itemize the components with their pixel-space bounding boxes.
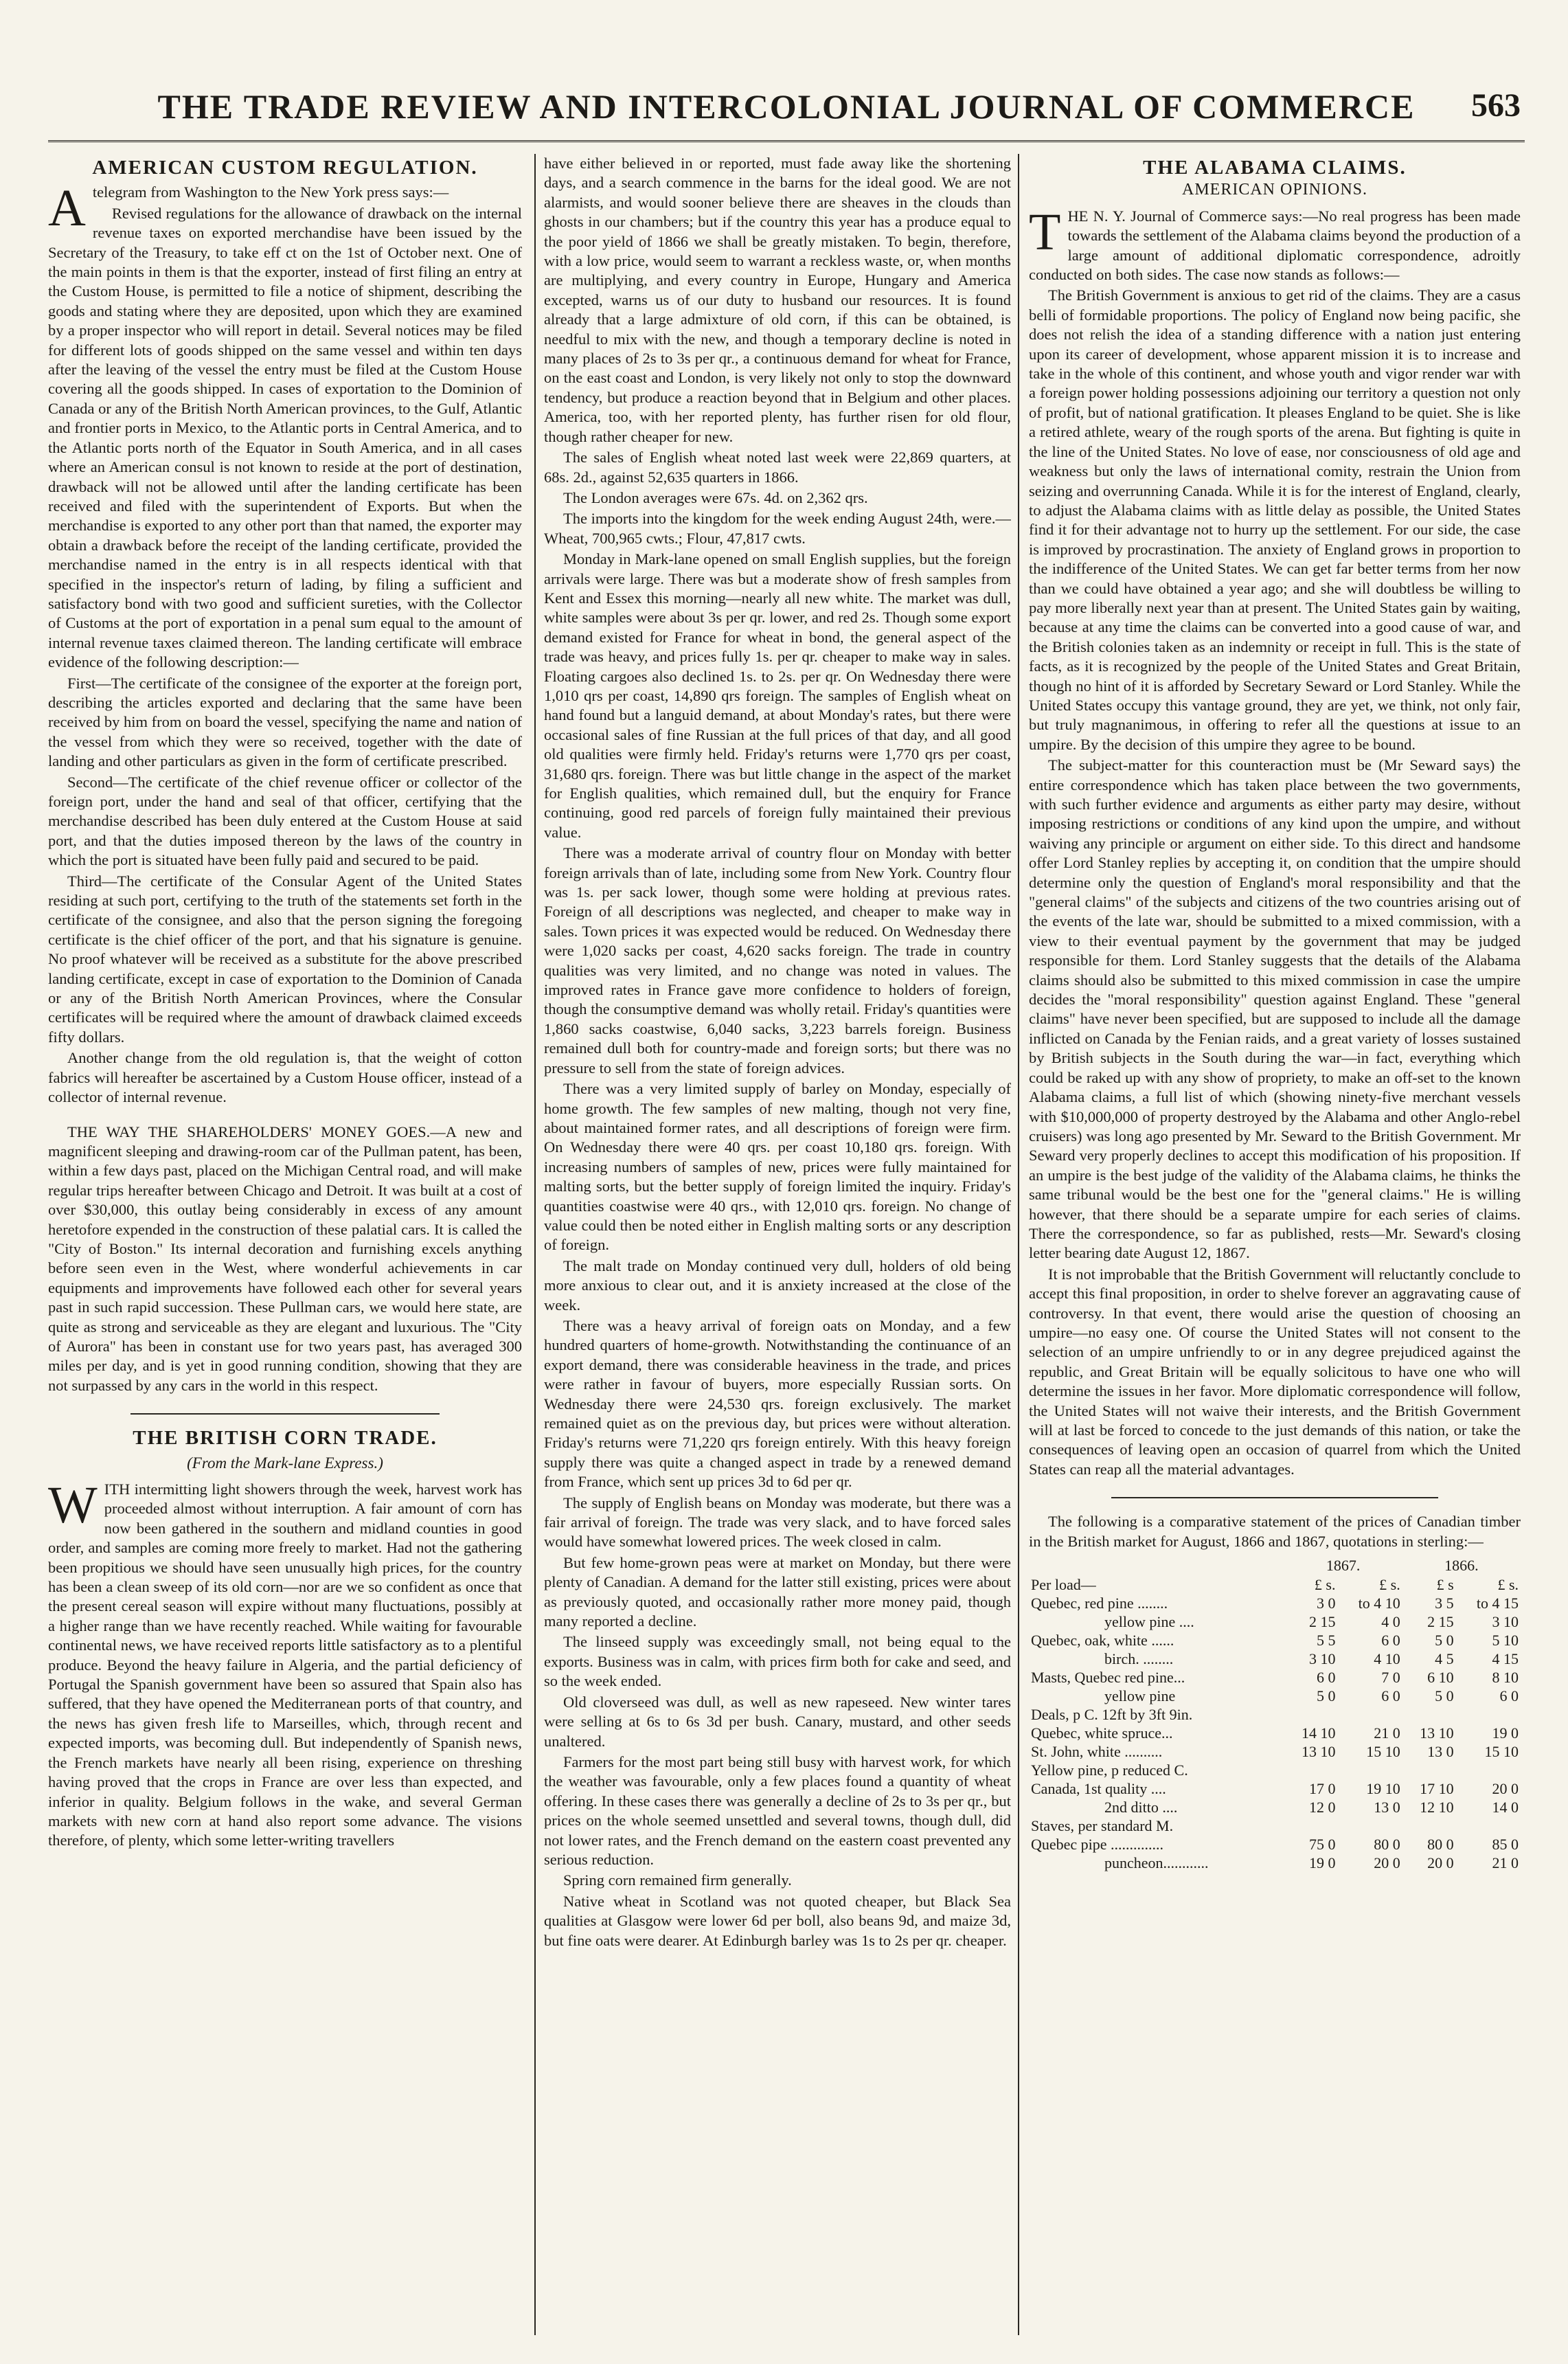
table-cell: 85 0 — [1492, 1836, 1519, 1854]
table-unit-row — [1029, 1575, 1521, 1594]
table-cell: 20 0 — [1492, 1780, 1519, 1798]
table-row — [1029, 1835, 1521, 1854]
table-cell: 80 0 — [1427, 1836, 1454, 1854]
table-cell: Quebec, oak, white ...... — [1031, 1632, 1174, 1650]
corn-paragraph: The sales of English wheat noted last week were 22,869 quarters, at 68s. 2d., against 52,635 quarters in 1866. — [544, 449, 1011, 486]
alabama-dropcap: T — [1029, 203, 1061, 261]
table-cell: Quebec, red pine ........ — [1031, 1595, 1168, 1612]
table-cell: 4 10 — [1374, 1650, 1400, 1668]
table-cell: 6 0 — [1499, 1687, 1519, 1705]
year-header-1866: 1866. — [1444, 1557, 1479, 1575]
table-cell — [1456, 1761, 1521, 1779]
table-cell: 2 15 — [1308, 1613, 1336, 1631]
corn-paragraph: The malt trade on Monday continued very dull, holders of old being more anxious to clear out, and it is anxiety increased at the close of the week. — [544, 1257, 1011, 1314]
table-cell — [1402, 1705, 1456, 1724]
table-cell: 4 5 — [1435, 1650, 1454, 1668]
table-cell: birch. ........ — [1104, 1650, 1174, 1668]
customs-dropcap: A — [48, 179, 86, 238]
corn-paragraph: But few home-grown peas were at market on Monday, but there were plenty of Canadian. A demand for the latter still existing, prices were about as previously quoted, and occasionally rather more money paid, though many reported a decline. — [544, 1553, 1011, 1630]
table-row — [1029, 1761, 1521, 1779]
table-cell: 12 10 — [1420, 1799, 1454, 1816]
table-header-row — [1029, 1555, 1521, 1575]
corn-paragraph: The London averages were 67s. 4d. on 2,362 qrs. — [563, 488, 868, 506]
table-cell: yellow pine .... — [1104, 1613, 1194, 1631]
table-cell — [1456, 1705, 1521, 1724]
corn-paragraph: Farmers for the most part being still busy with harvest work, for which the weather was favourable, only a few places found a quantity of wheat offering. In these cases there was generally a decline of 2s to 3s per qr., but prices on the whole seemed unsettled and several towns, though dull, did not lower rates, and the French demand on the eastern coast prevented any serious reduction. — [544, 1753, 1011, 1868]
corn-paragraph: There was a heavy arrival of foreign oats on Monday, and a few hundred quarters of home-growth. Notwithstanding the continuance of an export demand, there was considerable heaviness in the trade, and prices were rather in favour of buyers, more especially Russian sorts. On Wednesday there were 24,530 qrs. foreign exclusively. The market remained quiet as on the previous day, but prices were without alteration. Friday's returns were 71,220 qrs foreign entirely. With this heavy foreign supply there was quite a changed aspect in trade by a renewed demand from France, which sent up prices 3d to 6d per qr. — [544, 1316, 1011, 1491]
corn-source: (From the Mark-lane Express.) — [187, 1454, 383, 1472]
table-cell: yellow pine — [1104, 1687, 1176, 1705]
table-cell: 21 0 — [1492, 1854, 1519, 1872]
table-cell: £ s. — [1497, 1576, 1519, 1594]
section-divider — [130, 1413, 440, 1415]
table-cell: 8 10 — [1492, 1669, 1519, 1687]
table-cell: 13 10 — [1301, 1743, 1336, 1761]
table-cell: 20 0 — [1427, 1854, 1454, 1872]
alabama-paragraph: The British Government is anxious to get rid of the claims. They are a casus belli of formidable proportions. The policy of England now being pacific, she does not relish the idea of a standing difference with a nation just entering upon its career of development, whose apparent mission it is to increase and take in the whole of this continent, and whose youth and vigor render war with a foreign power holding possessions adjoining our territory a question not only of profit, but of national gratification. It pleases England to be quiet. She is like a retired athlete, weary of the rough sports of the arena. But fighting is quite in the line of the United States. No love of ease, nor consciousness of old age and weakness but only the laws of international comity, restrain the Union from seizing and overrunning Canada. While it is for the interest of England, clearly, to adjust the Alabama claims with as little delay as possible, the United States find it for their advantage not to hurry up the settlement. For our side, the case is improved by procrastination. The anxiety of England grows in proportion to the indifference of the United States. We can get far better terms from her now than we could have obtained a year ago; and she will doubtless be willing to pay more liberally next year than at present. The United States gain by waiting, because at any time the claims can be converted into a good cause of war, and the British colonies taken as an indemnity or receipt in full. This is the state of facts, as it is recognized by the people of the United States and Great Britain, though no hint of it is afforded by Secretary Seward or Lord Stanley. While the United States occupy this vantage ground, they are yet, we think, not only fair, but truly magnanimous, in offering to refer all the questions at issue to an umpire. By the decision of this umpire they agree to be bound. — [1029, 286, 1521, 753]
corn-dropcap: W — [48, 1476, 98, 1534]
table-cell — [1337, 1705, 1402, 1724]
table-cell: Quebec pipe .............. — [1031, 1836, 1164, 1854]
corn-heading: THE BRITISH CORN TRADE. — [133, 1427, 438, 1450]
table-row — [1029, 1816, 1521, 1835]
table-cell: 80 0 — [1374, 1836, 1400, 1854]
corn-paragraph: There was a very limited supply of barley on Monday, especially of home growth. The few samples of new malting, though not very fine, about maintained former rates, and all descriptions of foreign were firm. On Wednesday there were 40 qrs. per coast 10,180 qrs. foreign. With increasing numbers of samples of new, prices were fully maintained for malting sorts, but the better supply of foreign limited the inquiry. Friday's quantities coastwise were 40 qrs., with 12,010 qrs. foreign. No change of value could then be noted either in English malting sorts or any description of foreign. — [544, 1080, 1011, 1254]
table-cell: puncheon............ — [1104, 1854, 1209, 1872]
table-cell: £ s. — [1379, 1576, 1400, 1594]
table-cell: 21 0 — [1374, 1724, 1400, 1742]
table-cell: 5 10 — [1492, 1632, 1519, 1650]
table-cell: 6 0 — [1316, 1669, 1336, 1687]
table-cell: 6 0 — [1381, 1632, 1400, 1650]
page-number: 563 — [1471, 87, 1521, 124]
pullman-paragraph: THE WAY THE SHAREHOLDERS' MONEY GOES.—A new and magnificent sleeping and drawing-room car of the Pullman patent, has been, within a few days past, placed on the Michigan Central road, and will make regular trips hereafter between Chicago and Detroit. It was built at a cost of over $30,000, this outlay being considerably in excess of any amount heretofore expended in the construction of these palatial cars. It is called the "City of Boston." Its internal decoration and furnishing excels anything before seen even in the West, where wonderful achievements in car equipments and improvements have followed each other for several years past in such rapid succession. These Pullman cars, we would here state, are quite as strong and serviceable as they are elegant and luxurious. The "City of Aurora" has been in constant use for two years past, has averaged 300 miles per day, and is yet in good running condition, showing that they are not surpassed by any cars in the world in this respect. — [48, 1123, 522, 1394]
timber-table-body — [1029, 1594, 1521, 1872]
table-row — [1029, 1705, 1521, 1724]
table-cell: 14 10 — [1301, 1724, 1336, 1742]
corn-paragraph: The imports into the kingdom for the week ending August 24th, were.—Wheat, 700,965 cwts.; Flour, 47,817 cwts. — [544, 510, 1011, 547]
table-cell: 17 10 — [1420, 1780, 1454, 1798]
table-row — [1029, 1687, 1521, 1705]
customs-lead-text: telegram from Washington to the New York press says:— — [92, 183, 449, 201]
corn-paragraph: The supply of English beans on Monday was moderate, but there was a fair arrival of foreign. The trade was very slack, and to have forced sales would have somewhat lowered prices. The week closed in calm. — [544, 1494, 1011, 1551]
section-divider — [1111, 1497, 1438, 1498]
corn-lead-text: ITH intermitting light showers through the week, harvest work has proceeded almost without interruption. — [104, 1481, 522, 1518]
table-cell: £ s. — [1314, 1576, 1336, 1594]
table-cell — [1284, 1816, 1338, 1835]
table-cell: 15 10 — [1366, 1743, 1400, 1761]
table-row — [1029, 1650, 1521, 1668]
table-row — [1029, 1631, 1521, 1650]
customs-paragraph: Another change from the old regulation is, that the weight of cotton fabrics will hereafter be ascertained by a Custom House officer, instead of a collector of internal revenue. — [48, 1049, 522, 1106]
table-cell: 5 5 — [1316, 1632, 1336, 1650]
table-cell: 5 0 — [1435, 1632, 1454, 1650]
table-cell: 19 0 — [1492, 1724, 1519, 1742]
table-cell: 75 0 — [1308, 1836, 1336, 1854]
customs-paragraph: Third—The certificate of the Consular Agent of the United States residing at such port, certifying to the truth of the statements set forth in the certificate of the consignee, and also that the person signing the foregoing certificate is the chief officer of the port, and that his signature is genuine. No proof whatever will be received as a substitute for the above prescribed landing certificate, except in case of exportation to the Dominion of Canada or any of the British North American Provinces, where the Consular certificates will be required where the amount of drawback claimed exceeds fifty dollars. — [48, 872, 522, 1046]
table-cell: 12 0 — [1308, 1799, 1336, 1816]
customs-paragraph: Revised regulations for the allowance of drawback on the internal revenue taxes on exported merchandise have been issued by the Secretary of the Treasury, to take eff ct on the 1st of October next. One of the main points in them is that the exporter, instead of first filing an entry at the Custom House, is permitted to file a notice of shipment, describing the goods and stating where they are deposited, upon which they are examined by a proper inspector who will report in detail. Several notices may be filed for different lots of goods shipped on the same vessel and within ten days after the leaving of the vessel the entry must be filed at the Custom House covering all the goods shipped. In cases of exportation to the Dominion of Canada or any of the British North American provinces, to the Gulf, Atlantic and frontier ports in Mexico, to the Atlantic ports in Central America, and to the Atlantic ports north of the Equator in South America, and in all cases where an American consul is not known to reside at the port of destination, drawback will not be allowed until after the landing certificate has been received and filed with the superintendent of Exports. But when the merchandise is exported to any other port than that named, the exporter may obtain a drawback before the receipt of the landing certificate, provided the merchandise named in the entry is in all respects identical with that specified in the inspector's return of lading, by filing a sufficient and satisfactory bond with two good and sufficient sureties, with the Collector of Customs at the port of exportation in a penal sum equal to the amount of internal revenue taxes claimed thereon. The landing certificate will embrace evidence of the following description:— — [48, 204, 522, 671]
table-cell: 19 0 — [1308, 1854, 1336, 1872]
corn-paragraph: The linseed supply was exceedingly small, not being equal to the exports. Business was in calm, with prices firm both for cake and seed, and so the week ended. — [544, 1633, 1011, 1690]
table-cell: St. John, white .......... — [1031, 1743, 1163, 1761]
table-cell: 2 15 — [1427, 1613, 1454, 1631]
table-row — [1029, 1798, 1521, 1816]
table-row — [1029, 1724, 1521, 1742]
corn-paragraph: have either believed in or reported, must fade away like the shortening days, and a search commence in the barns for the ideal good. We are not alarmists, and would sooner believe there are sheaves in the clouds than ghosts in our chambers; but if the country this year has a produce equal to the poor yield of 1866 we shall be greatly mistaken. To begin, therefore, with a low price, would seem to warrant a reckless waste, or, when months are multiplying, and every country in Europe, Hungary and America excepted, warns us of our duty to husband our resources. It is found already that a large admixture of old corn, if this can be obtained, is needful to mix with the new, and though a temporary decline is noted in many places of 2s to 3s per qr., a continuous demand for wheat for France, on the east coast and London, is very likely not only to stop the downward tendency, but produce a reaction beyond that in Belgium and other places. America, too, with her reported plenty, has further risen for old flour, though rather cheaper for new. — [544, 155, 1011, 445]
table-cell: 7 0 — [1381, 1669, 1400, 1687]
table-cell: 17 0 — [1308, 1780, 1336, 1798]
table-cell: 3 5 — [1435, 1595, 1454, 1612]
column-2 — [534, 154, 1011, 2335]
corn-paragraph: There was a moderate arrival of country flour on Monday with better foreign arrivals than of late, including some from New York. Country flour was 1s. per sack lower, though some were holding at previous rates. Foreign of all descriptions was neglected, and cheaper to make way in sales. Town prices it was expected would be reduced. On Wednesday there were 1,020 sacks per coast, 4,620 sacks foreign. The trade in country qualities was very limited, and no change was noted in values. The improved rates in France gave more confidence to holders of foreign, though the consumptive demand was wholly retail. Friday's quantities were 1,860 sacks coastwise, 6,040 sacks, 3,223 barrels foreign. Business remained dull both for country-made and foreign sorts; but there was no pressure to sell from the state of foreign advices. — [544, 844, 1011, 1077]
table-cell: Yellow pine, p reduced C. — [1031, 1761, 1188, 1779]
corn-paragraph: Spring corn remained firm generally. — [563, 1871, 792, 1889]
alabama-paragraph: It is not improbable that the British Government will reluctantly conclude to accept this final proposition, in order to shelve forever an aggravating cause of controversy. In that event, there would arise the question of choosing an umpire—no easy one. Of course the United States will not consent to the selection of an umpire unfriendly to or in any degree prejudiced against the republic, and Great Britain will be equally solicitous to have one who will determine the issues in her favor. More diplomatic correspondence will follow, the United States will not waive their interests, and the British Government will at last be forced to concede to the just demands of this nation, or take the consequences of leaving open an occasion of quarrel from which the United States can reap all the material advantages. — [1029, 1265, 1521, 1478]
table-cell: 13 0 — [1427, 1743, 1454, 1761]
table-cell: to 4 15 — [1476, 1595, 1519, 1612]
masthead — [48, 81, 1525, 142]
table-cell: 3 10 — [1308, 1650, 1336, 1668]
table-row — [1029, 1668, 1521, 1687]
table-cell: Per load— — [1031, 1576, 1096, 1594]
table-row — [1029, 1779, 1521, 1798]
table-cell: 6 10 — [1427, 1669, 1454, 1687]
table-cell: Masts, Quebec red pine... — [1031, 1669, 1185, 1687]
table-cell: 4 0 — [1381, 1613, 1400, 1631]
table-cell: 2nd ditto .... — [1104, 1799, 1178, 1816]
table-cell: 5 0 — [1316, 1687, 1336, 1705]
table-cell — [1456, 1816, 1521, 1835]
alabama-heading: THE ALABAMA CLAIMS. — [1143, 157, 1407, 179]
table-cell: Canada, 1st quality .... — [1031, 1780, 1166, 1798]
table-cell: 13 0 — [1374, 1799, 1400, 1816]
table-row — [1029, 1854, 1521, 1872]
table-row — [1029, 1742, 1521, 1761]
table-cell: to 4 10 — [1358, 1595, 1400, 1612]
customs-lead — [48, 179, 522, 238]
alabama-lead-text: HE N. Y. Journal of Commerce says:—No real progress has been made towards the settlement of the Alabama claims beyond the production of a large amount of additional diplomatic correspondence, adroitly conducted on both sides. The case now stands as follows:— — [1029, 207, 1521, 284]
table-cell — [1402, 1761, 1456, 1779]
table-cell — [1284, 1705, 1338, 1724]
table-cell — [1337, 1761, 1402, 1779]
table-cell: Staves, per standard M. — [1031, 1817, 1174, 1835]
timber-intro: The following is a comparative statement of the prices of Canadian timber in the British market for August, 1866 and 1867, quotations in sterling:— — [1029, 1513, 1521, 1550]
table-cell: 15 10 — [1484, 1743, 1519, 1761]
table-cell: Deals, p C. 12ft by 3ft 9in. — [1031, 1706, 1193, 1724]
table-cell: 4 15 — [1492, 1650, 1519, 1668]
table-cell — [1337, 1816, 1402, 1835]
table-row — [1029, 1594, 1521, 1612]
year-header-1867: 1867. — [1326, 1557, 1361, 1575]
timber-price-table — [1029, 1555, 1521, 1872]
table-row — [1029, 1612, 1521, 1631]
table-cell — [1284, 1761, 1338, 1779]
alabama-lead — [1029, 203, 1521, 285]
table-cell: 13 10 — [1420, 1724, 1454, 1742]
table-cell: Quebec, white spruce... — [1031, 1724, 1173, 1742]
table-cell: 3 0 — [1316, 1595, 1336, 1612]
alabama-paragraph: The subject-matter for this counteraction must be (Mr Seward says) the entire correspondence which has taken place between the two governments, with such further evidence and arguments as either party may desire, without imposing restrictions or conditions of any kind upon the umpire, and without waiving any principle or argument on either side. To this direct and handsome offer Lord Stanley replies by accepting it, on condition that the umpire should determine only the question of England's moral responsibility and that the "general claims" of the subjects and citizens of the two countries arising out of the events of the late war, should be submitted to a mixed commission, with a view to their eventual payment by the government that may be judged responsible for them. Lord Stanley suggests that the details of the Alabama claims should also be submitted to this mixed commission in case the umpire decides the "moral responsibility" question against England. These "general claims" have never been specified, but are supposed to include all the damage inflicted on Canada by the Fenian raids, and a great variety of losses sustained by British subjects in the South during the war—in fact, everything which could be raked up with any show of propriety, to make an off-set to the known Alabama claims, a full list of which (showing ninety-five merchant vessels with $10,000,000 of property destroyed by the Alabama and other Anglo-rebel cruisers) was long ago presented by Mr. Seward to the British Government. Mr Seward very properly declines to accept this modification of his proposition. If an umpire is the best judge of the validity of the Alabama claims, he thinks the same tribunal would be the best one for the "general claims." He is willing however, that there should be a separate umpire for each series of claims. There the correspondence, so far as published, rests—Mr. Seward's closing letter bearing date August 12, 1867. — [1029, 756, 1521, 1262]
customs-paragraph: First—The certificate of the consignee of the exporter at the foreign port, describing the articles exported and declaring that the same have been received by him from on board the vessel, specifying the name and nation of the vessel from which they were so received, together with the date of landing and other particulars as given in the form of certificate prescribed. — [48, 674, 522, 770]
customs-heading: AMERICAN CUSTOM REGULATION. — [92, 157, 478, 179]
table-cell: 5 0 — [1435, 1687, 1454, 1705]
table-cell: 6 0 — [1381, 1687, 1400, 1705]
table-cell — [1402, 1816, 1456, 1835]
table-cell: 19 10 — [1366, 1780, 1400, 1798]
column-3 — [1018, 154, 1521, 2335]
corn-paragraph: A fair amount of corn has now been gathered in the southern and midland counties in good order, and samples are coming more freely to market. Had not the gathering been propitious we should have seen unusually high prices, for the country has been a clean sweep of its old corn—nor are we so confident as once that the present cereal season will expire without many fluctuations, possibly at a higher range than we have recently reached. While waiting for favourable continental news, we have received reports little satisfactory as to a plentiful produce. Beyond the heavy failure in Algeria, and the partial deficiency of Portugal the Spanish government have been so assured that Spain also has suffered, that they have opened the Mediterranean ports of that country, and the news has given fresh life to Marseilles, which, through recent and expected imports, was becoming dull. But independently of Spanish news, the French markets have nearly all been rising, experience on threshing having proved that the crops in France are over less than expected, and inferior in quality. Belgium follows in the wake, and several German markets with new corn at hand also report some advance. The visions therefore, of plenty, which some letter-writing travellers — [48, 1500, 522, 1849]
corn-paragraph: Native wheat in Scotland was not quoted cheaper, but Black Sea qualities at Glasgow were lower 6d per boll, also beans 9d, and maize 3d, but fine oats were dearer. At Edinburgh barley was 1s to 2s per qr. cheaper. — [544, 1892, 1011, 1949]
table-cell: 14 0 — [1492, 1799, 1519, 1816]
table-cell: 20 0 — [1374, 1854, 1400, 1872]
corn-paragraph: Monday in Mark-lane opened on small English supplies, but the foreign arrivals were large. There was but a moderate show of fresh samples from Kent and Essex this morning—nearly all new white. The market was dull, white samples were about 3s per qr. lower, and red 2s. Though some export demand existed for France for wheat in bond, the general aspect of the trade was heavy, and prices fully 1s. per qr. cheaper to make way in sales. Floating cargoes also declined 1s. to 2s. per qr. On Wednesday there were 1,010 qrs per coast, 14,890 qrs foreign. The samples of English wheat on hand found but a languid demand, at about Monday's rates, but there were occasional sales of fine Russian at the full prices of that day, and all good old qualities were firmly held. Friday's returns were 1,770 qrs per coast, 31,680 qrs. foreign. There was but little change in the aspect of the market for English qualities, which remained dull, but the enquiry for France continuing, good red parcels of foreign fully maintained their previous value. — [544, 550, 1011, 841]
corn-paragraph: Old cloverseed was dull, as well as new rapeseed. New winter tares were selling at 6s to 6s 3d per bush. Canary, mustard, and other seeds unaltered. — [544, 1693, 1011, 1750]
table-cell: £ s — [1436, 1576, 1454, 1594]
journal-title: THE TRADE REVIEW AND INTERCOLONIAL JOURNAL OF COMMERCE — [157, 87, 1416, 126]
customs-paragraph: Second—The certificate of the chief revenue officer or collector of the foreign port, under the hand and seal of that officer, certifying that the merchandise described has been duly entered at the Custom House at said port, and that the duties imposed thereon by the laws of the country in which the port is situated have been fully paid and secured to be paid. — [48, 773, 522, 869]
alabama-subheading: AMERICAN OPINIONS. — [1181, 181, 1367, 199]
table-cell: 3 10 — [1492, 1613, 1519, 1631]
corn-lead — [48, 1476, 522, 1851]
column-1 — [48, 154, 522, 2335]
